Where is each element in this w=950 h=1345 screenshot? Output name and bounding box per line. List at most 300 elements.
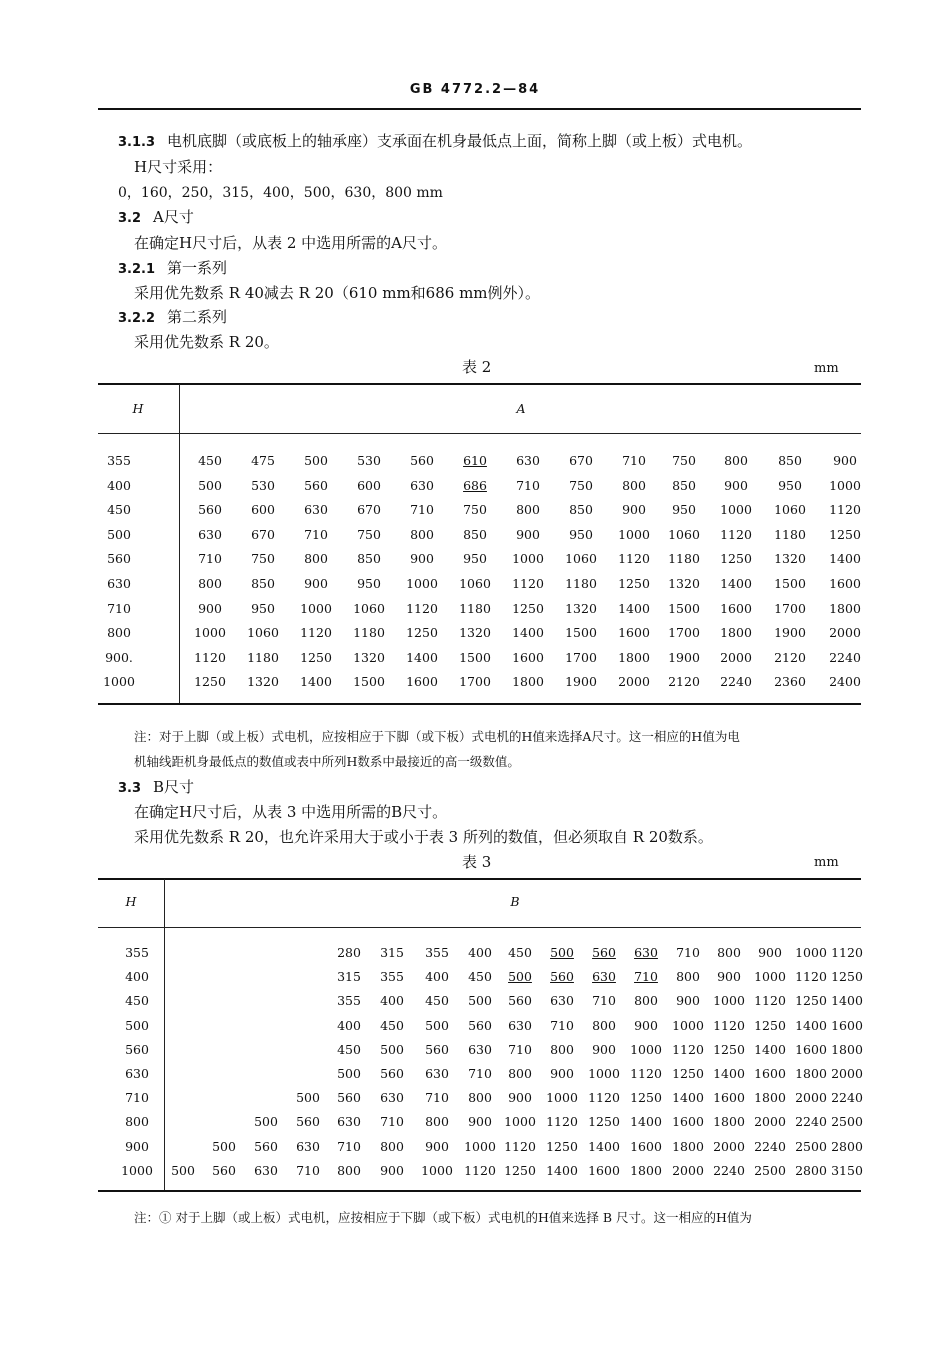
table3-b-cell: 1000	[588, 1066, 620, 1081]
table2-a-cell: 1600	[618, 625, 650, 641]
table3-b-cell: 450	[425, 993, 449, 1009]
table3-b-cell: 710	[634, 969, 658, 985]
table2-a-cell: 560	[410, 453, 434, 468]
table3-b-cell: 1250	[713, 1041, 745, 1057]
table2-a-cell: 600	[357, 477, 381, 493]
table3-b-cell: 1120	[672, 1041, 704, 1057]
table3-b-cell: 500	[171, 1162, 195, 1178]
section-title: 第二系列	[167, 308, 228, 326]
table2-a-cell: 1700	[565, 649, 597, 665]
table3-b-cell: 630	[425, 1066, 449, 1081]
table3-b-cell: 2500	[795, 1138, 827, 1154]
table2-a-cell: 1320	[353, 649, 385, 665]
table2-a-cell: 1500	[668, 600, 700, 616]
table3-b-cell: 900	[592, 1041, 616, 1057]
table2-a-cell: 1060	[353, 600, 385, 616]
table3-h-cell: 800	[125, 1114, 149, 1130]
table2-bottom-rule	[98, 703, 861, 705]
table3-b-cell: 500	[425, 1017, 449, 1033]
table2-a-cell: 670	[357, 502, 381, 518]
table3-b-cell: 400	[337, 1017, 361, 1033]
table2-a-cell: 950	[357, 576, 381, 591]
section-3-1-3-line2: H尺寸采用：	[134, 158, 223, 176]
table2-a-cell: 1700	[668, 625, 700, 641]
table2-a-cell: 1400	[829, 551, 861, 567]
section-number: 3.2.1	[118, 262, 156, 277]
table2-a-cell: 1250	[194, 674, 226, 690]
table3-b-cell: 450	[468, 969, 492, 985]
table3-b-cell: 2240	[713, 1162, 745, 1178]
table2-a-cell: 1320	[247, 674, 279, 690]
table3-b-cell: 3150	[831, 1162, 863, 1178]
table3-b-cell: 1800	[713, 1114, 745, 1130]
table2-a-cell: 900	[198, 600, 222, 616]
table2-a-cell: 2000	[618, 674, 650, 690]
table3-b-cell: 1000	[464, 1138, 496, 1154]
section-title: 第一系列	[167, 259, 228, 277]
table3-b-cell: 560	[468, 1017, 492, 1033]
table3-b-cell: 560	[337, 1090, 361, 1106]
table2-a-cell: 1000	[512, 551, 544, 567]
table2-a-cell: 1120	[194, 649, 226, 665]
table3-h-cell: 400	[125, 969, 149, 985]
table2-a-cell: 1060	[668, 526, 700, 542]
table2-a-cell: 1900	[774, 625, 806, 641]
table3-b-cell: 900	[468, 1114, 492, 1130]
table3-b-cell: 1600	[754, 1066, 786, 1081]
table2-a-cell: 800	[198, 576, 222, 591]
table2-a-cell: 630	[198, 526, 222, 542]
table3-b-cell: 1120	[831, 945, 863, 960]
table2-a-cell: 1060	[565, 551, 597, 567]
table2-a-cell: 2000	[720, 649, 752, 665]
table2-a-cell: 560	[304, 477, 328, 493]
table3-b-cell: 2800	[831, 1138, 863, 1154]
table3-b-cell: 630	[254, 1162, 278, 1178]
table3-b-cell: 710	[468, 1066, 492, 1081]
table3-b-cell: 1250	[831, 969, 863, 985]
table2-a-cell: 1400	[406, 649, 438, 665]
table3-b-cell: 560	[508, 993, 532, 1009]
table3-b-cell: 1400	[588, 1138, 620, 1154]
table2-a-cell: 710	[198, 551, 222, 567]
table2-a-cell: 670	[569, 453, 593, 468]
table3-b-cell: 900	[550, 1066, 574, 1081]
table3-b-cell: 1400	[795, 1017, 827, 1033]
table3-b-cell: 400	[468, 945, 492, 960]
table2-a-cell: 950	[569, 526, 593, 542]
table2-note-line2: 机轴线距机身最低点的数值或表中所列H数系中最接近的高一级数值。	[134, 754, 520, 769]
table2-a-cell: 1250	[829, 526, 861, 542]
table3-b-cell: 630	[550, 993, 574, 1009]
table3-note-line1: 注：① 对于上脚（或上板）式电机，应按相应于下脚（或下板）式电机的H值来选择 B 尺寸。这一相应的H值为	[134, 1210, 752, 1225]
table2-a-cell: 630	[410, 477, 434, 493]
table3-b-cell: 2240	[754, 1138, 786, 1154]
table2-a-cell: 1180	[565, 576, 597, 591]
table3-b-cell: 710	[425, 1090, 449, 1106]
table3-b-cell: 1000	[795, 945, 827, 960]
table3-b-cell: 900	[676, 993, 700, 1009]
table3-b-cell: 1250	[754, 1017, 786, 1033]
table3-b-cell: 630	[508, 1017, 532, 1033]
table2-a-cell: 1500	[565, 625, 597, 641]
section-3-3-text2: 采用优先数系 R 20，也允许采用大于或小于表 3 所列的数值，但必须取自 R 20数系。	[134, 828, 713, 846]
table3-b-cell: 630	[380, 1090, 404, 1106]
table2-a-cell: 1800	[512, 674, 544, 690]
table3-b-cell: 400	[425, 969, 449, 985]
table2-a-cell: 1180	[668, 551, 700, 567]
table3-b-cell: 800	[717, 945, 741, 960]
table2-h-header: H	[132, 401, 144, 416]
table2-a-cell: 1180	[774, 526, 806, 542]
table2-a-cell: 500	[304, 453, 328, 468]
table3-b-cell: 1000	[630, 1041, 662, 1057]
table2-a-cell: 800	[516, 502, 540, 518]
section-3-2-2-text: 采用优先数系 R 20。	[134, 333, 279, 351]
table3-b-cell: 1000	[421, 1162, 453, 1178]
table2-a-cell: 1400	[512, 625, 544, 641]
table3-b-cell: 500	[212, 1138, 236, 1154]
table2-a-cell: 630	[304, 502, 328, 518]
table2-a-cell: 800	[410, 526, 434, 542]
table3-b-cell: 315	[380, 945, 404, 960]
section-3-1-3	[118, 134, 752, 149]
table3-h-cell: 355	[125, 945, 149, 960]
table2-a-cell: 2000	[829, 625, 861, 641]
table2-a-cell: 2360	[774, 674, 806, 690]
table3-b-cell: 1400	[831, 993, 863, 1009]
table3-b-cell: 1800	[831, 1041, 863, 1057]
table3-h-cell: 500	[125, 1017, 149, 1033]
table2-a-cell: 1800	[829, 600, 861, 616]
table2-a-cell: 1400	[618, 600, 650, 616]
table2-a-cell: 710	[410, 502, 434, 518]
table3-b-cell: 1000	[713, 993, 745, 1009]
table3-b-cell: 2500	[754, 1162, 786, 1178]
table2-a-cell: 1000	[406, 576, 438, 591]
table3-b-cell: 1800	[630, 1162, 662, 1178]
table2-h-cell: 400	[107, 477, 131, 493]
table3-b-cell: 1400	[630, 1114, 662, 1130]
table2-a-cell: 1800	[618, 649, 650, 665]
table2-a-cell: 850	[463, 526, 487, 542]
table2-a-cell: 800	[304, 551, 328, 567]
table3-h-cell: 1000	[121, 1162, 153, 1178]
table3-h-cell: 630	[125, 1066, 149, 1081]
table3-b-cell: 500	[254, 1114, 278, 1130]
table3-b-cell: 710	[592, 993, 616, 1009]
table2-a-cell: 1000	[618, 526, 650, 542]
table3-b-cell: 1250	[795, 993, 827, 1009]
table3-b-cell: 800	[508, 1066, 532, 1081]
section-number: 3.2	[118, 211, 142, 226]
table3-b-cell: 800	[425, 1114, 449, 1130]
table3-b-header: B	[510, 894, 520, 909]
table3-b-cell: 560	[212, 1162, 236, 1178]
table3-b-cell: 450	[508, 945, 532, 960]
table3-b-cell: 1600	[588, 1162, 620, 1178]
section-number: 3.3	[118, 781, 142, 796]
table3-b-cell: 2000	[795, 1090, 827, 1106]
table2-a-cell: 750	[251, 551, 275, 567]
table2-a-cell: 1180	[353, 625, 385, 641]
table3-b-cell: 1250	[672, 1066, 704, 1081]
section-title: A尺寸	[153, 208, 194, 226]
table2-a-cell: 1120	[829, 502, 861, 518]
table2-a-cell: 750	[463, 502, 487, 518]
table3-b-cell: 450	[337, 1041, 361, 1057]
table3-b-cell: 900	[634, 1017, 658, 1033]
table2-h-cell: 900.	[105, 649, 133, 665]
table2-a-cell: 1400	[300, 674, 332, 690]
table2-a-cell: 800	[724, 453, 748, 468]
table2-a-cell: 1120	[512, 576, 544, 591]
table2-a-cell: 1180	[459, 600, 491, 616]
table2-a-cell: 710	[622, 453, 646, 468]
table2-a-header: A	[516, 401, 526, 416]
table2-a-cell: 710	[516, 477, 540, 493]
table3-b-cell: 560	[592, 945, 616, 960]
table2-a-cell: 1500	[353, 674, 385, 690]
section-number: 3.2.2	[118, 311, 156, 326]
table3-b-cell: 2500	[831, 1114, 863, 1130]
table3-b-cell: 1600	[713, 1090, 745, 1106]
table2-a-cell: 1120	[720, 526, 752, 542]
table2-a-cell: 850	[569, 502, 593, 518]
table2-h-cell: 450	[107, 502, 131, 518]
table2-h-cell: 630	[107, 576, 131, 591]
table3-caption: 表 3	[462, 853, 492, 871]
table3-b-cell: 1120	[713, 1017, 745, 1033]
table2-a-cell: 1400	[720, 576, 752, 591]
table2-a-cell: 750	[569, 477, 593, 493]
table2-a-cell: 610	[463, 453, 487, 468]
table2-a-cell: 1000	[829, 477, 861, 493]
table3-unit: mm	[814, 855, 839, 870]
table3-b-cell: 900	[425, 1138, 449, 1154]
table2-a-cell: 850	[357, 551, 381, 567]
section-3-2-1-text: 采用优先数系 R 40减去 R 20（610 mm和686 mm例外）。	[134, 284, 541, 302]
table2-h-cell: 560	[107, 551, 131, 567]
table2-header-rule	[98, 433, 861, 434]
table3-b-cell: 1800	[795, 1066, 827, 1081]
table2-a-cell: 710	[304, 526, 328, 542]
table2-a-cell: 2240	[829, 649, 861, 665]
table3-b-cell: 1120	[588, 1090, 620, 1106]
section-3-2-text: 在确定H尺寸后，从表 2 中选用所需的A尺寸。	[134, 234, 447, 252]
table3-b-cell: 800	[550, 1041, 574, 1057]
table3-b-cell: 500	[337, 1066, 361, 1081]
table2-a-cell: 800	[622, 477, 646, 493]
section-3-1-3-values: 0，160，250，315，400，500，630，800 mm	[118, 185, 443, 201]
table2-a-cell: 1600	[512, 649, 544, 665]
section-3-2-1	[118, 261, 227, 276]
table2-a-cell: 1000	[194, 625, 226, 641]
table3-b-cell: 560	[380, 1066, 404, 1081]
section-text: 电机底脚（或底板上的轴承座）支承面在机身最低点上面，简称上脚（或上板）式电机。	[167, 132, 753, 150]
table2-h-cell: 500	[107, 526, 131, 542]
table2-a-cell: 530	[357, 453, 381, 468]
table2-a-cell: 950	[778, 477, 802, 493]
table2-a-cell: 1180	[247, 649, 279, 665]
table2-a-cell: 1320	[459, 625, 491, 641]
table3-header-rule	[98, 927, 861, 928]
section-3-3	[118, 780, 194, 795]
table2-a-cell: 560	[198, 502, 222, 518]
table3-b-cell: 1120	[464, 1162, 496, 1178]
table2-a-cell: 900	[724, 477, 748, 493]
header-rule	[98, 108, 861, 110]
table2-h-cell: 1000	[103, 674, 135, 690]
table3-b-cell: 355	[380, 969, 404, 985]
table3-b-cell: 1000	[672, 1017, 704, 1033]
table3-b-cell: 1600	[630, 1138, 662, 1154]
table2-h-cell: 355	[107, 453, 131, 468]
document-header: GB 4772.2—84	[409, 82, 541, 97]
table2-a-cell: 670	[251, 526, 275, 542]
table2-a-cell: 1000	[300, 600, 332, 616]
table3-b-cell: 630	[337, 1114, 361, 1130]
table3-b-cell: 900	[717, 969, 741, 985]
table3-b-cell: 560	[254, 1138, 278, 1154]
table3-b-cell: 1120	[754, 993, 786, 1009]
table3-b-cell: 500	[508, 969, 532, 985]
table2-a-cell: 1250	[512, 600, 544, 616]
table3-b-cell: 800	[468, 1090, 492, 1106]
table3-b-cell: 900	[508, 1090, 532, 1106]
table3-b-cell: 1400	[546, 1162, 578, 1178]
table3-b-cell: 2240	[831, 1090, 863, 1106]
table3-b-cell: 355	[337, 993, 361, 1009]
table3-b-cell: 710	[550, 1017, 574, 1033]
table3-b-cell: 315	[337, 969, 361, 985]
table3-h-cell: 450	[125, 993, 149, 1009]
table2-caption: 表 2	[462, 358, 492, 376]
table2-a-cell: 1250	[406, 625, 438, 641]
table2-a-cell: 2120	[668, 674, 700, 690]
table3-b-cell: 355	[425, 945, 449, 960]
table3-b-cell: 1800	[672, 1138, 704, 1154]
table3-b-cell: 280	[337, 945, 361, 960]
table3-top-rule	[98, 878, 861, 880]
table3-b-cell: 900	[380, 1162, 404, 1178]
table3-b-cell: 1250	[504, 1162, 536, 1178]
table3-b-cell: 630	[468, 1041, 492, 1057]
table2-a-cell: 850	[778, 453, 802, 468]
table2-a-cell: 1900	[565, 674, 597, 690]
table3-b-cell: 800	[380, 1138, 404, 1154]
table3-b-cell: 710	[676, 945, 700, 960]
table3-b-cell: 1000	[504, 1114, 536, 1130]
table2-a-cell: 750	[357, 526, 381, 542]
table2-a-cell: 1000	[720, 502, 752, 518]
table2-a-cell: 2400	[829, 674, 861, 690]
table2-a-cell: 1900	[668, 649, 700, 665]
table2-a-cell: 1320	[668, 576, 700, 591]
table2-a-cell: 530	[251, 477, 275, 493]
table2-a-cell: 1250	[720, 551, 752, 567]
table2-a-cell: 1120	[300, 625, 332, 641]
table3-b-cell: 2240	[795, 1114, 827, 1130]
table2-a-cell: 1700	[774, 600, 806, 616]
table3-h-cell: 710	[125, 1090, 149, 1106]
table3-b-cell: 1600	[795, 1041, 827, 1057]
table3-b-cell: 1000	[546, 1090, 578, 1106]
table2-h-cell: 800	[107, 625, 131, 641]
table3-b-cell: 1120	[630, 1066, 662, 1081]
table3-b-cell: 2000	[672, 1162, 704, 1178]
table2-note-line1: 注：对于上脚（或上板）式电机，应按相应于下脚（或下板）式电机的H值来选择A尺寸。这一相应的H值为电	[134, 729, 740, 744]
table2-a-cell: 1600	[720, 600, 752, 616]
table3-b-cell: 710	[508, 1041, 532, 1057]
table2-a-cell: 900	[622, 502, 646, 518]
table2-a-cell: 1320	[774, 551, 806, 567]
table2-a-cell: 1120	[618, 551, 650, 567]
table2-a-cell: 1060	[774, 502, 806, 518]
table2-a-cell: 630	[516, 453, 540, 468]
table2-a-cell: 900	[410, 551, 434, 567]
table2-a-cell: 1500	[459, 649, 491, 665]
table3-b-cell: 500	[296, 1090, 320, 1106]
section-title: B尺寸	[153, 778, 195, 796]
table3-b-cell: 500	[468, 993, 492, 1009]
table3-b-cell: 2000	[754, 1114, 786, 1130]
table3-h-header: H	[125, 894, 137, 909]
table3-divider	[164, 879, 165, 1190]
table2-a-cell: 2240	[720, 674, 752, 690]
table3-h-cell: 900	[125, 1138, 149, 1154]
table2-top-rule	[98, 383, 861, 385]
table2-a-cell: 1500	[774, 576, 806, 591]
table3-b-cell: 1400	[672, 1090, 704, 1106]
table3-b-cell: 710	[337, 1138, 361, 1154]
table3-b-cell: 1120	[504, 1138, 536, 1154]
table3-b-cell: 500	[380, 1041, 404, 1057]
table2-a-cell: 900	[516, 526, 540, 542]
table2-a-cell: 1600	[829, 576, 861, 591]
section-3-3-text1: 在确定H尺寸后，从表 3 中选用所需的B尺寸。	[134, 803, 448, 821]
table3-b-cell: 1250	[630, 1090, 662, 1106]
table2-a-cell: 750	[672, 453, 696, 468]
table2-a-cell: 1120	[406, 600, 438, 616]
table3-b-cell: 800	[592, 1017, 616, 1033]
table3-b-cell: 710	[296, 1162, 320, 1178]
table2-a-cell: 600	[251, 502, 275, 518]
table2-a-cell: 1700	[459, 674, 491, 690]
table3-b-cell: 1600	[672, 1114, 704, 1130]
table3-b-cell: 1800	[754, 1090, 786, 1106]
table3-b-cell: 1120	[795, 969, 827, 985]
table2-a-cell: 475	[251, 453, 275, 468]
table3-b-cell: 560	[425, 1041, 449, 1057]
section-3-2-2	[118, 310, 227, 325]
table2-divider	[179, 384, 180, 703]
table2-a-cell: 2120	[774, 649, 806, 665]
table2-h-cell: 710	[107, 600, 131, 616]
table2-a-cell: 900	[833, 453, 857, 468]
table3-b-cell: 1250	[588, 1114, 620, 1130]
table2-a-cell: 1060	[247, 625, 279, 641]
table2-a-cell: 1250	[300, 649, 332, 665]
table3-b-cell: 1120	[546, 1114, 578, 1130]
table3-b-cell: 1400	[713, 1066, 745, 1081]
table3-bottom-rule	[98, 1190, 861, 1192]
table2-a-cell: 1320	[565, 600, 597, 616]
table2-a-cell: 1060	[459, 576, 491, 591]
table3-b-cell: 1250	[546, 1138, 578, 1154]
table2-a-cell: 850	[251, 576, 275, 591]
table3-b-cell: 2000	[831, 1066, 863, 1081]
